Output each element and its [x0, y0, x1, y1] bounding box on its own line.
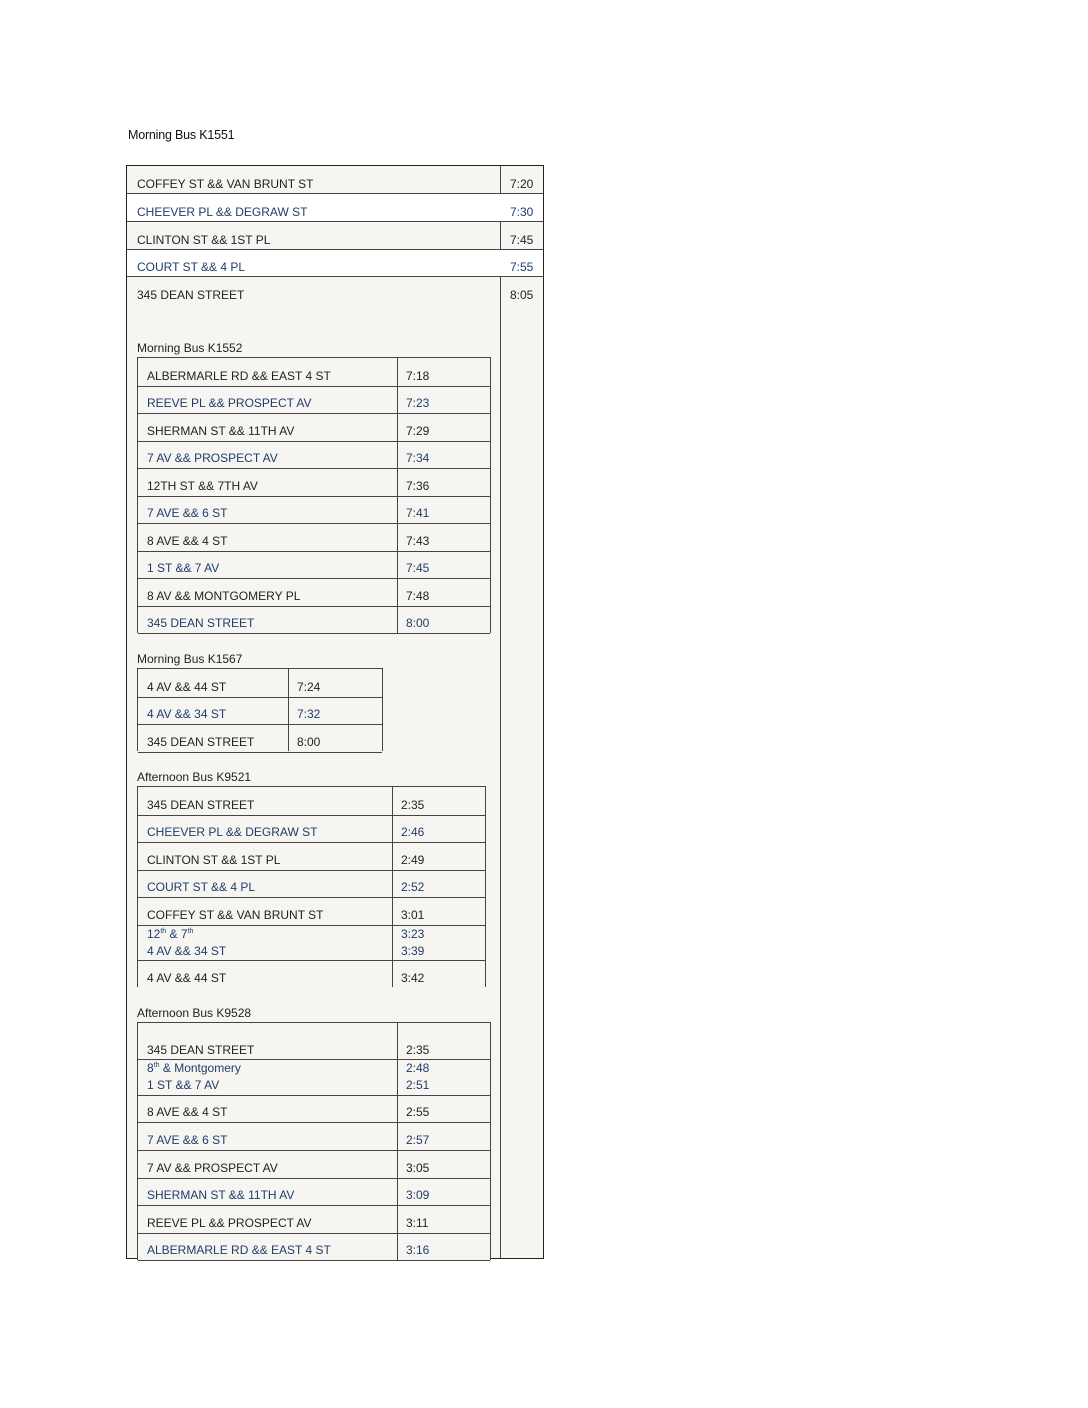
stop-name: 4 AV && 34 ST [147, 944, 227, 958]
stop-name: 7 AVE && 6 ST [147, 1133, 228, 1147]
k9528-title: Afternoon Bus K9528 [137, 1006, 252, 1020]
table-row [138, 523, 490, 552]
stop-time: 2:46 [401, 825, 425, 839]
table-row [138, 1059, 490, 1096]
stop-time: 8:00 [406, 616, 430, 630]
stop-name: REEVE PL && PROSPECT AV [147, 396, 312, 410]
k9521-title: Afternoon Bus K9521 [137, 770, 252, 784]
stop-time: 2:57 [406, 1133, 430, 1147]
stop-name: COFFEY ST && VAN BRUNT ST [137, 177, 314, 191]
stop-time: 2:48 [406, 1061, 430, 1075]
table-row [138, 606, 490, 634]
stop-time: 3:05 [406, 1161, 430, 1175]
stop-name: 345 DEAN STREET [147, 1043, 255, 1057]
table-row [138, 1178, 490, 1206]
stop-time: 2:52 [401, 880, 425, 894]
stop-name: REEVE PL && PROSPECT AV [147, 1216, 312, 1230]
stop-name: COURT ST && 4 PL [137, 260, 246, 274]
table-row [138, 1023, 490, 1060]
stop-name: 8 AV && MONTGOMERY PL [147, 589, 301, 603]
page-title: Morning Bus K1551 [128, 128, 235, 142]
stop-time: 3:01 [401, 908, 425, 922]
stop-name: 12th & 7th [147, 927, 194, 941]
k1567-title: Morning Bus K1567 [137, 652, 243, 666]
stop-time: 3:16 [406, 1243, 430, 1257]
table-row [138, 925, 485, 961]
table-row [138, 1150, 490, 1179]
stop-time: 7:18 [406, 369, 430, 383]
stop-name: 1 ST && 7 AV [147, 561, 220, 575]
stop-time: 2:35 [401, 798, 425, 812]
table-row [138, 1233, 490, 1261]
stop-name: 4 AV && 34 ST [147, 707, 227, 721]
stop-time: 8:00 [297, 735, 321, 749]
stop-time: 7:41 [406, 506, 430, 520]
k1552-title: Morning Bus K1552 [137, 341, 243, 355]
stop-name: COFFEY ST && VAN BRUNT ST [147, 908, 324, 922]
table-row [138, 1095, 490, 1123]
stop-name: ALBERMARLE RD && EAST 4 ST [147, 369, 331, 383]
stop-name: CHEEVER PL && DEGRAW ST [137, 205, 308, 219]
stop-name: 7 AV && PROSPECT AV [147, 1161, 278, 1175]
table-row [138, 870, 485, 898]
stop-time: 8:05 [510, 288, 534, 302]
stop-time: 7:30 [510, 205, 534, 219]
table-row [138, 551, 490, 579]
stop-time: 7:43 [406, 534, 430, 548]
table-row [138, 413, 490, 442]
stop-name: COURT ST && 4 PL [147, 880, 256, 894]
schedule-frame [126, 165, 544, 1259]
stop-time: 2:35 [406, 1043, 430, 1057]
stop-name: 12TH ST && 7TH AV [147, 479, 258, 493]
k1552-table [137, 357, 491, 633]
table-row [138, 386, 490, 414]
stop-time: 3:39 [401, 944, 425, 958]
stop-time: 7:24 [297, 680, 321, 694]
stop-name: 345 DEAN STREET [147, 616, 255, 630]
stop-name: CLINTON ST && 1ST PL [147, 853, 281, 867]
k1551-row [127, 166, 543, 194]
stop-name: 8 AVE && 4 ST [147, 1105, 228, 1119]
table-row [138, 1205, 490, 1234]
k1551-row [127, 250, 543, 277]
stop-time: 7:23 [406, 396, 430, 410]
stop-name: 7 AVE && 6 ST [147, 506, 228, 520]
stop-name: 345 DEAN STREET [147, 798, 255, 812]
stop-time: 7:34 [406, 451, 430, 465]
table-row [138, 787, 485, 816]
stop-name: 1 ST && 7 AV [147, 1078, 220, 1092]
stop-time: 3:09 [406, 1188, 430, 1202]
stop-name: CHEEVER PL && DEGRAW ST [147, 825, 318, 839]
stop-time: 7:45 [510, 233, 534, 247]
table-row [138, 468, 490, 497]
stop-name: 7 AV && PROSPECT AV [147, 451, 278, 465]
stop-name: 345 DEAN STREET [137, 288, 245, 302]
stop-time: 3:42 [401, 971, 425, 985]
stop-name: 4 AV && 44 ST [147, 971, 227, 985]
stop-name: 8 AVE && 4 ST [147, 534, 228, 548]
stop-time: 7:32 [297, 707, 321, 721]
stop-time: 7:48 [406, 589, 430, 603]
table-row [138, 842, 485, 871]
table-row [138, 669, 382, 698]
table-row [138, 960, 485, 988]
stop-time: 7:29 [406, 424, 430, 438]
table-row [138, 697, 382, 725]
table-row [138, 441, 490, 469]
table-row [138, 897, 485, 926]
table-row [138, 358, 490, 387]
stop-time: 7:55 [510, 260, 534, 274]
stop-time: 3:23 [401, 927, 425, 941]
table-row [138, 496, 490, 524]
stop-name: 4 AV && 44 ST [147, 680, 227, 694]
stop-name: SHERMAN ST && 11TH AV [147, 1188, 295, 1202]
k1551-row [127, 194, 543, 222]
table-row [138, 1122, 490, 1151]
k1551-row [127, 222, 543, 250]
table-row [138, 724, 382, 753]
k1567-table [137, 668, 383, 751]
stop-time: 2:51 [406, 1078, 430, 1092]
stop-name: CLINTON ST && 1ST PL [137, 233, 271, 247]
k9528-table [137, 1022, 491, 1260]
stop-time: 3:11 [406, 1216, 429, 1230]
stop-time: 7:45 [406, 561, 430, 575]
table-row [138, 578, 490, 607]
stop-time: 2:49 [401, 853, 425, 867]
stop-name: 8th & Montgomery [147, 1061, 241, 1075]
stop-name: ALBERMARLE RD && EAST 4 ST [147, 1243, 331, 1257]
table-row [138, 815, 485, 843]
stop-time: 2:55 [406, 1105, 430, 1119]
stop-name: 345 DEAN STREET [147, 735, 255, 749]
stop-time: 7:36 [406, 479, 430, 493]
stop-time: 7:20 [510, 177, 534, 191]
k9521-table [137, 786, 486, 987]
time-column-divider [500, 166, 501, 1258]
stop-name: SHERMAN ST && 11TH AV [147, 424, 295, 438]
k1551-row [127, 277, 543, 305]
